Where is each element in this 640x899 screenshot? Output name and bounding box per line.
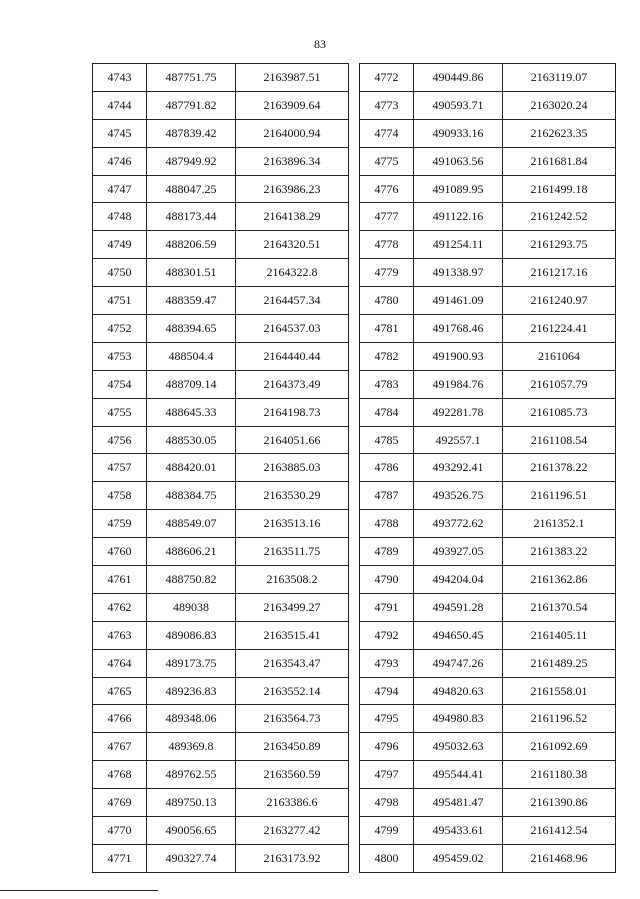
point-id-cell: 4774 [360, 119, 414, 147]
x-coordinate-cell: 490327.74 [147, 844, 236, 872]
y-coordinate-cell: 2163552.14 [236, 677, 349, 705]
table-row [360, 705, 616, 733]
table-row [93, 593, 349, 621]
x-coordinate-cell: 487791.82 [147, 91, 236, 119]
point-id-cell: 4786 [360, 454, 414, 482]
table-row [93, 454, 349, 482]
y-coordinate-cell: 2161558.01 [503, 677, 616, 705]
y-coordinate-cell: 2164322.8 [236, 259, 349, 287]
table-row [93, 566, 349, 594]
x-coordinate-cell: 495032.63 [414, 733, 503, 761]
point-id-cell: 4777 [360, 203, 414, 231]
y-coordinate-cell: 2161064 [503, 342, 616, 370]
y-coordinate-cell: 2161383.22 [503, 538, 616, 566]
table-row [93, 677, 349, 705]
x-coordinate-cell: 487949.92 [147, 147, 236, 175]
point-id-cell: 4746 [93, 147, 147, 175]
table-row [360, 259, 616, 287]
point-id-cell: 4763 [93, 621, 147, 649]
y-coordinate-cell: 2161092.69 [503, 733, 616, 761]
y-coordinate-cell: 2163515.41 [236, 621, 349, 649]
point-id-cell: 4772 [360, 64, 414, 92]
point-id-cell: 4800 [360, 844, 414, 872]
y-coordinate-cell: 2164000.94 [236, 119, 349, 147]
table-row [93, 705, 349, 733]
table-row [360, 342, 616, 370]
point-id-cell: 4780 [360, 287, 414, 315]
y-coordinate-cell: 2163987.51 [236, 64, 349, 92]
point-id-cell: 4794 [360, 677, 414, 705]
point-id-cell: 4779 [360, 259, 414, 287]
table-row [360, 175, 616, 203]
table-row [360, 426, 616, 454]
table-row [93, 817, 349, 845]
x-coordinate-cell: 492557.1 [414, 426, 503, 454]
table-row [360, 64, 616, 92]
point-id-cell: 4789 [360, 538, 414, 566]
table-row [360, 789, 616, 817]
table-row [360, 844, 616, 872]
point-id-cell: 4751 [93, 287, 147, 315]
point-id-cell: 4756 [93, 426, 147, 454]
table-row [93, 231, 349, 259]
table-row [360, 649, 616, 677]
x-coordinate-cell: 488549.07 [147, 510, 236, 538]
table-row [360, 817, 616, 845]
point-id-cell: 4745 [93, 119, 147, 147]
page-number: 83 [314, 37, 326, 51]
point-id-cell: 4771 [93, 844, 147, 872]
table-row [360, 454, 616, 482]
y-coordinate-cell: 2163173.92 [236, 844, 349, 872]
x-coordinate-cell: 493526.75 [414, 482, 503, 510]
y-coordinate-cell: 2161108.54 [503, 426, 616, 454]
x-coordinate-cell: 491254.11 [414, 231, 503, 259]
table-row [360, 370, 616, 398]
point-id-cell: 4743 [93, 64, 147, 92]
table-row [360, 91, 616, 119]
y-coordinate-cell: 2161405.11 [503, 621, 616, 649]
x-coordinate-cell: 488206.59 [147, 231, 236, 259]
table-row [360, 203, 616, 231]
table-row [93, 64, 349, 92]
point-id-cell: 4781 [360, 315, 414, 343]
y-coordinate-cell: 2161681.84 [503, 147, 616, 175]
y-coordinate-cell: 2161489.25 [503, 649, 616, 677]
point-id-cell: 4752 [93, 315, 147, 343]
point-id-cell: 4749 [93, 231, 147, 259]
x-coordinate-cell: 494650.45 [414, 621, 503, 649]
y-coordinate-cell: 2163986.23 [236, 175, 349, 203]
y-coordinate-cell: 2161293.75 [503, 231, 616, 259]
x-coordinate-cell: 490593.71 [414, 91, 503, 119]
y-coordinate-cell: 2164198.73 [236, 398, 349, 426]
x-coordinate-cell: 488645.33 [147, 398, 236, 426]
y-coordinate-cell: 2161468.96 [503, 844, 616, 872]
x-coordinate-cell: 494980.83 [414, 705, 503, 733]
point-id-cell: 4776 [360, 175, 414, 203]
point-id-cell: 4747 [93, 175, 147, 203]
y-coordinate-cell: 2161057.79 [503, 370, 616, 398]
y-coordinate-cell: 2161224.41 [503, 315, 616, 343]
x-coordinate-cell: 491122.16 [414, 203, 503, 231]
x-coordinate-cell: 495459.02 [414, 844, 503, 872]
x-coordinate-cell: 488750.82 [147, 566, 236, 594]
x-coordinate-cell: 495544.41 [414, 761, 503, 789]
x-coordinate-cell: 489750.13 [147, 789, 236, 817]
x-coordinate-cell: 491338.97 [414, 259, 503, 287]
point-id-cell: 4791 [360, 593, 414, 621]
y-coordinate-cell: 2163564.73 [236, 705, 349, 733]
y-coordinate-cell: 2161196.52 [503, 705, 616, 733]
table-row [93, 315, 349, 343]
point-id-cell: 4750 [93, 259, 147, 287]
table-row [360, 147, 616, 175]
x-coordinate-cell: 490449.86 [414, 64, 503, 92]
x-coordinate-cell: 490933.16 [414, 119, 503, 147]
y-coordinate-cell: 2163508.2 [236, 566, 349, 594]
x-coordinate-cell: 489369.8 [147, 733, 236, 761]
y-coordinate-cell: 2163277.42 [236, 817, 349, 845]
x-coordinate-cell: 488530.05 [147, 426, 236, 454]
table-row [93, 789, 349, 817]
table-row [360, 315, 616, 343]
table-row [93, 538, 349, 566]
y-coordinate-cell: 2161499.18 [503, 175, 616, 203]
y-coordinate-cell: 2164457.34 [236, 287, 349, 315]
table-row [93, 287, 349, 315]
y-coordinate-cell: 2161362.86 [503, 566, 616, 594]
point-id-cell: 4766 [93, 705, 147, 733]
point-id-cell: 4757 [93, 454, 147, 482]
y-coordinate-cell: 2161196.51 [503, 482, 616, 510]
point-id-cell: 4744 [93, 91, 147, 119]
x-coordinate-cell: 494591.28 [414, 593, 503, 621]
table-row [360, 538, 616, 566]
table-row [93, 649, 349, 677]
x-coordinate-cell: 488047.25 [147, 175, 236, 203]
point-id-cell: 4799 [360, 817, 414, 845]
point-id-cell: 4782 [360, 342, 414, 370]
y-coordinate-cell: 2163499.27 [236, 593, 349, 621]
x-coordinate-cell: 488606.21 [147, 538, 236, 566]
table-row [93, 91, 349, 119]
point-id-cell: 4775 [360, 147, 414, 175]
table-row [360, 593, 616, 621]
table-row [93, 761, 349, 789]
coordinates-table-right [359, 63, 616, 873]
point-id-cell: 4767 [93, 733, 147, 761]
x-coordinate-cell: 490056.65 [147, 817, 236, 845]
y-coordinate-cell: 2163896.34 [236, 147, 349, 175]
table-row [93, 510, 349, 538]
footnote-separator [0, 890, 158, 891]
y-coordinate-cell: 2161085.73 [503, 398, 616, 426]
point-id-cell: 4785 [360, 426, 414, 454]
point-id-cell: 4795 [360, 705, 414, 733]
table-row [360, 398, 616, 426]
x-coordinate-cell: 491063.56 [414, 147, 503, 175]
table-row [360, 510, 616, 538]
x-coordinate-cell: 492281.78 [414, 398, 503, 426]
y-coordinate-cell: 2161370.54 [503, 593, 616, 621]
x-coordinate-cell: 488420.01 [147, 454, 236, 482]
table-row [360, 287, 616, 315]
x-coordinate-cell: 488709.14 [147, 370, 236, 398]
point-id-cell: 4773 [360, 91, 414, 119]
y-coordinate-cell: 2163119.07 [503, 64, 616, 92]
y-coordinate-cell: 2163543.47 [236, 649, 349, 677]
point-id-cell: 4760 [93, 538, 147, 566]
y-coordinate-cell: 2161412.54 [503, 817, 616, 845]
x-coordinate-cell: 491768.46 [414, 315, 503, 343]
point-id-cell: 4788 [360, 510, 414, 538]
x-coordinate-cell: 489348.06 [147, 705, 236, 733]
y-coordinate-cell: 2161180.38 [503, 761, 616, 789]
x-coordinate-cell: 494820.63 [414, 677, 503, 705]
y-coordinate-cell: 2163530.29 [236, 482, 349, 510]
point-id-cell: 4762 [93, 593, 147, 621]
y-coordinate-cell: 2162623.35 [503, 119, 616, 147]
x-coordinate-cell: 489762.55 [147, 761, 236, 789]
point-id-cell: 4790 [360, 566, 414, 594]
x-coordinate-cell: 494747.26 [414, 649, 503, 677]
x-coordinate-cell: 488173.44 [147, 203, 236, 231]
table-row [93, 844, 349, 872]
table-row [360, 566, 616, 594]
y-coordinate-cell: 2163511.75 [236, 538, 349, 566]
x-coordinate-cell: 491900.93 [414, 342, 503, 370]
table-row [360, 119, 616, 147]
x-coordinate-cell: 488301.51 [147, 259, 236, 287]
y-coordinate-cell: 2161352.1 [503, 510, 616, 538]
x-coordinate-cell: 491461.09 [414, 287, 503, 315]
table-row [93, 370, 349, 398]
x-coordinate-cell: 495481.47 [414, 789, 503, 817]
y-coordinate-cell: 2163386.6 [236, 789, 349, 817]
point-id-cell: 4759 [93, 510, 147, 538]
point-id-cell: 4755 [93, 398, 147, 426]
point-id-cell: 4753 [93, 342, 147, 370]
point-id-cell: 4765 [93, 677, 147, 705]
point-id-cell: 4764 [93, 649, 147, 677]
x-coordinate-cell: 488504.4 [147, 342, 236, 370]
x-coordinate-cell: 495433.61 [414, 817, 503, 845]
x-coordinate-cell: 489236.83 [147, 677, 236, 705]
point-id-cell: 4787 [360, 482, 414, 510]
y-coordinate-cell: 2161217.16 [503, 259, 616, 287]
point-id-cell: 4758 [93, 482, 147, 510]
table-row [93, 621, 349, 649]
y-coordinate-cell: 2164537.03 [236, 315, 349, 343]
point-id-cell: 4769 [93, 789, 147, 817]
x-coordinate-cell: 493292.41 [414, 454, 503, 482]
y-coordinate-cell: 2163450.89 [236, 733, 349, 761]
point-id-cell: 4798 [360, 789, 414, 817]
point-id-cell: 4754 [93, 370, 147, 398]
x-coordinate-cell: 488359.47 [147, 287, 236, 315]
y-coordinate-cell: 2164138.29 [236, 203, 349, 231]
x-coordinate-cell: 487839.42 [147, 119, 236, 147]
y-coordinate-cell: 2161378.22 [503, 454, 616, 482]
point-id-cell: 4748 [93, 203, 147, 231]
y-coordinate-cell: 2163909.64 [236, 91, 349, 119]
table-row [93, 259, 349, 287]
y-coordinate-cell: 2164320.51 [236, 231, 349, 259]
point-id-cell: 4796 [360, 733, 414, 761]
point-id-cell: 4784 [360, 398, 414, 426]
y-coordinate-cell: 2164373.49 [236, 370, 349, 398]
y-coordinate-cell: 2164051.66 [236, 426, 349, 454]
x-coordinate-cell: 491089.95 [414, 175, 503, 203]
x-coordinate-cell: 489086.83 [147, 621, 236, 649]
point-id-cell: 4778 [360, 231, 414, 259]
table-row [93, 119, 349, 147]
table-row [93, 398, 349, 426]
x-coordinate-cell: 491984.76 [414, 370, 503, 398]
table-row [93, 175, 349, 203]
table-row [93, 733, 349, 761]
x-coordinate-cell: 494204.04 [414, 566, 503, 594]
x-coordinate-cell: 493772.62 [414, 510, 503, 538]
y-coordinate-cell: 2163560.59 [236, 761, 349, 789]
x-coordinate-cell: 488384.75 [147, 482, 236, 510]
x-coordinate-cell: 489038 [147, 593, 236, 621]
table-row [93, 147, 349, 175]
table-row [360, 621, 616, 649]
x-coordinate-cell: 489173.75 [147, 649, 236, 677]
y-coordinate-cell: 2161390.86 [503, 789, 616, 817]
y-coordinate-cell: 2161242.52 [503, 203, 616, 231]
table-row [360, 677, 616, 705]
y-coordinate-cell: 2161240.97 [503, 287, 616, 315]
table-row [360, 761, 616, 789]
table-row [360, 733, 616, 761]
x-coordinate-cell: 487751.75 [147, 64, 236, 92]
point-id-cell: 4783 [360, 370, 414, 398]
table-row [93, 426, 349, 454]
table-row [93, 482, 349, 510]
point-id-cell: 4797 [360, 761, 414, 789]
point-id-cell: 4792 [360, 621, 414, 649]
y-coordinate-cell: 2163885.03 [236, 454, 349, 482]
table-row [360, 482, 616, 510]
table-row [93, 342, 349, 370]
table-row [360, 231, 616, 259]
x-coordinate-cell: 488394.65 [147, 315, 236, 343]
coordinates-table-left [92, 63, 349, 873]
point-id-cell: 4768 [93, 761, 147, 789]
point-id-cell: 4761 [93, 566, 147, 594]
y-coordinate-cell: 2164440.44 [236, 342, 349, 370]
point-id-cell: 4770 [93, 817, 147, 845]
y-coordinate-cell: 2163513.16 [236, 510, 349, 538]
x-coordinate-cell: 493927.05 [414, 538, 503, 566]
table-row [93, 203, 349, 231]
point-id-cell: 4793 [360, 649, 414, 677]
y-coordinate-cell: 2163020.24 [503, 91, 616, 119]
